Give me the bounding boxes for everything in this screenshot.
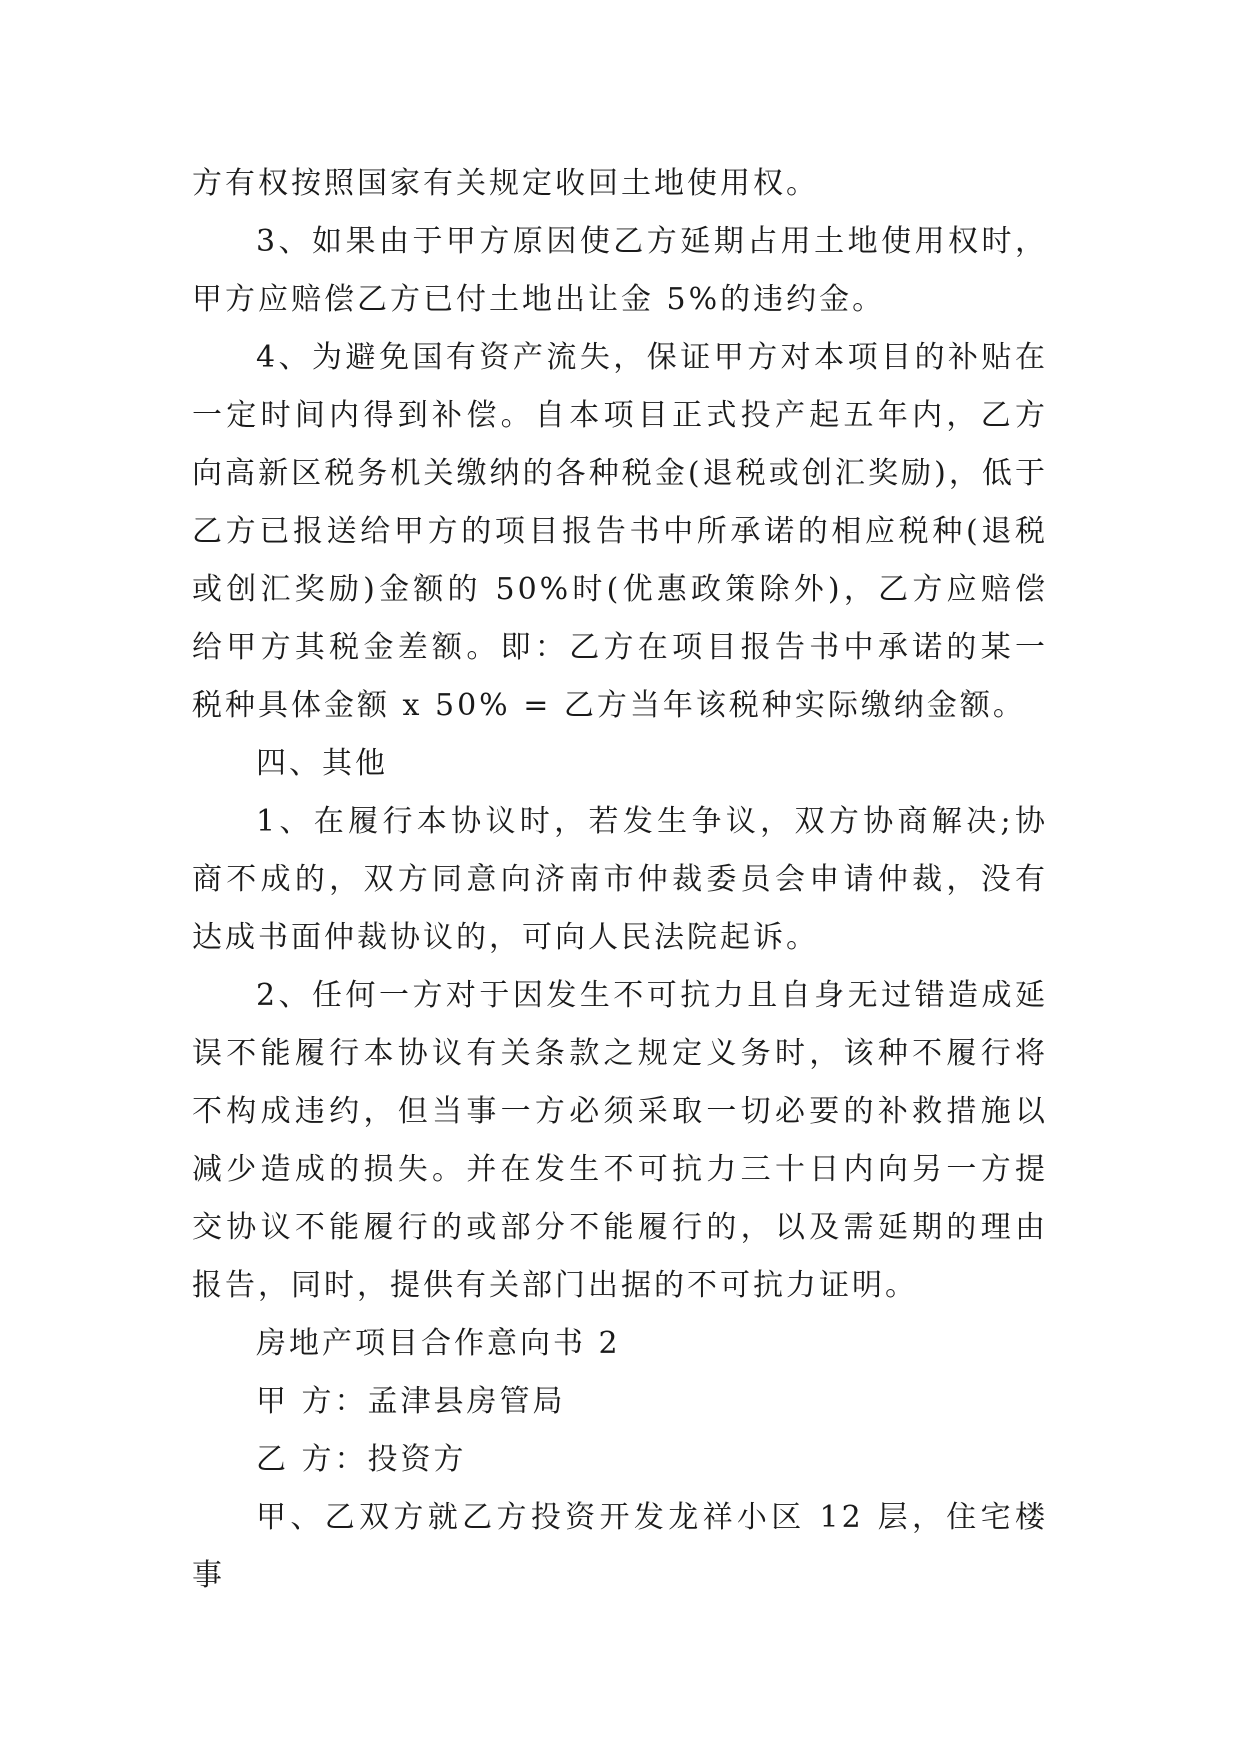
section-heading-other: 四、其他	[256, 746, 388, 781]
document-body	[192, 155, 1048, 1605]
paragraph-clause-4-tax-compensation: 4、为避免国有资产流失，保证甲方对本项目的补贴在一定时间内得到补偿。自本项目正式投产起五年内，乙方向高新区税务机关缴纳的各种税金(退税或创汇奖励)，低于乙方已报送给甲方的项目报告书中所承诺的相应税种(退税或创汇奖励)金额的 50%时(优惠政策除外)，乙方应赔偿给甲方其税金差额。即：乙方在项目报告书中承诺的某一税种具体金额 x 50% = 乙方当年该税种实际缴纳金额。	[192, 340, 1048, 723]
party-a-line: 甲 方：孟津县房管局	[256, 1384, 566, 1419]
paragraph-clause-3-penalty: 3、如果由于甲方原因使乙方延期占用土地使用权时，甲方应赔偿乙方已付土地出让金 5%的违约金。	[192, 224, 1048, 317]
paragraph-agreement-intro: 甲、乙双方就乙方投资开发龙祥小区 12 层，住宅楼事	[192, 1500, 1048, 1593]
paragraph-clause-1-dispute: 1、在履行本协议时，若发生争议，双方协商解决;协商不成的，双方同意向济南市仲裁委员会申请仲裁，没有达成书面仲裁协议的，可向人民法院起诉。	[192, 804, 1048, 955]
document-title-agreement-2: 房地产项目合作意向书 2	[256, 1326, 621, 1361]
paragraph-land-use-continuation: 方有权按照国家有关规定收回土地使用权。	[192, 166, 819, 201]
party-b-line: 乙 方：投资方	[256, 1442, 467, 1477]
paragraph-clause-2-force-majeure: 2、任何一方对于因发生不可抗力且自身无过错造成延误不能履行本协议有关条款之规定义务时，该种不履行将不构成违约，但当事一方必须采取一切必要的补救措施以减少造成的损失。并在发生不可抗力三十日内向另一方提交协议不能履行的或部分不能履行的，以及需延期的理由报告，同时，提供有关部门出据的不可抗力证明。	[192, 978, 1048, 1303]
